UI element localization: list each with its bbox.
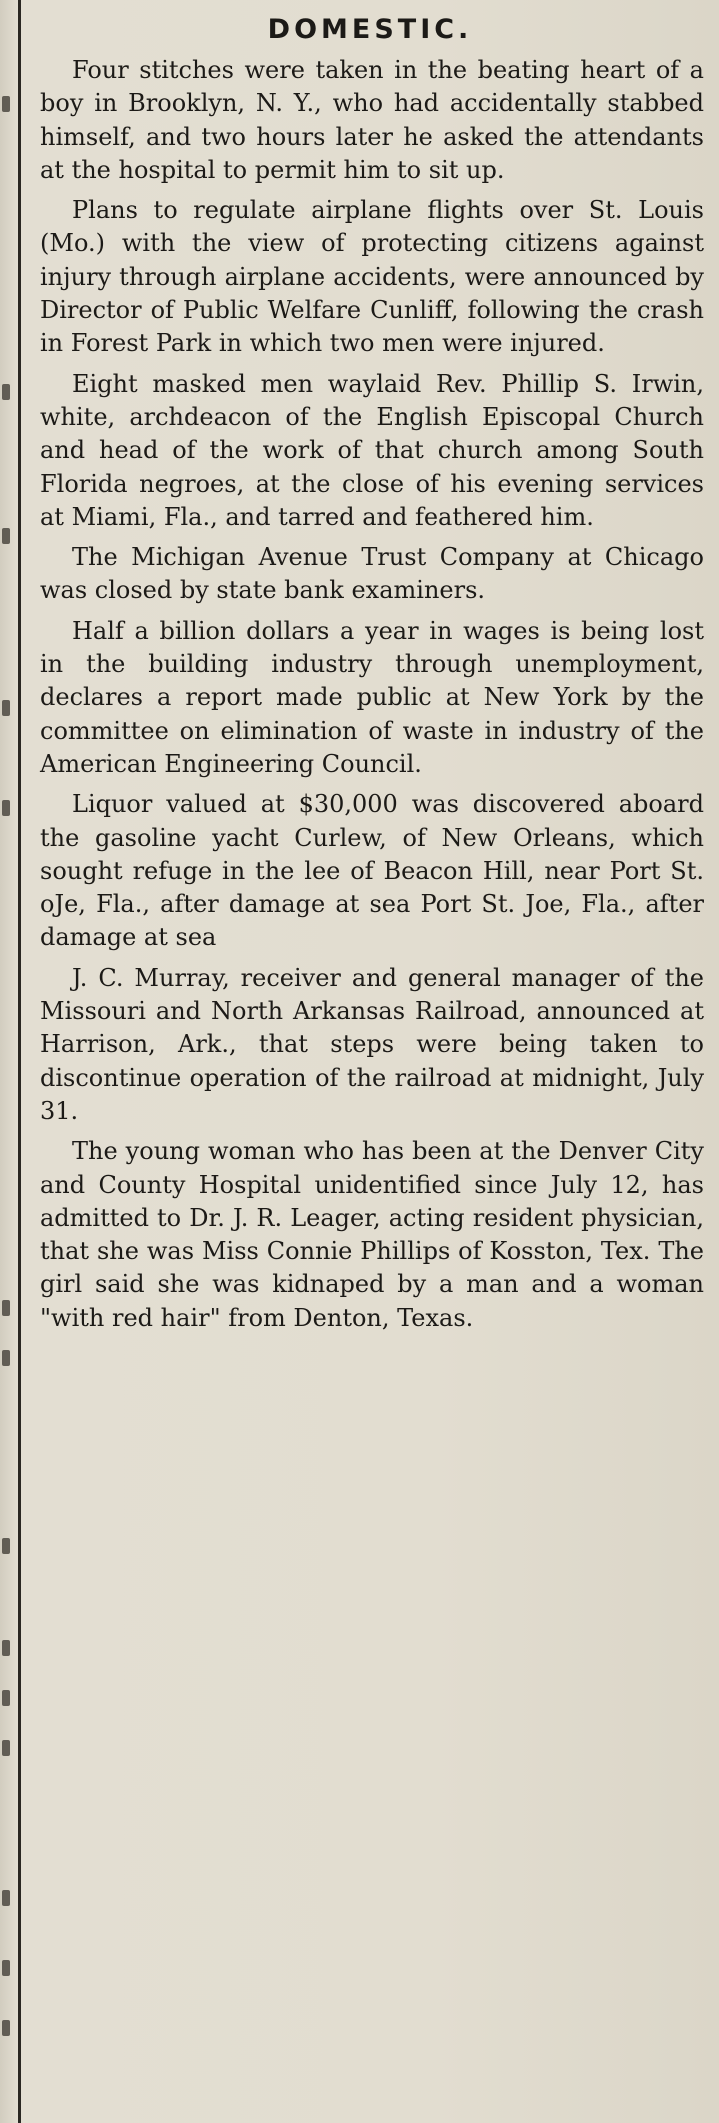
edge-mark	[2, 96, 10, 112]
paragraph-st-louis-airplanes: Plans to regulate airplane flights over St. Louis (Mo.) with the view of protecting citizens against injury through airplane accidents, were announced by Director of Public Welfare Cunliff, following the crash in Forest Park in which two men were injured.	[40, 196, 704, 358]
edge-mark	[2, 1640, 10, 1656]
paragraph-denver-woman: The young woman who has been at the Denver City and County Hospital unidentified since July 12, has admitted to Dr. J. R. Leager, acting resident physician, that she was Miss Connie Phillips of Kosston, Tex. The girl said she was kidnaped by a man and a woman "with red hair" from Denton, Texas.	[40, 1137, 704, 1332]
paragraph-liquor-yacht: Liquor valued at $30,000 was discovered aboard the gasoline yacht Curlew, of New Orleans, which sought refuge in the lee of Beacon Hill, near Port St. oJe, Fla., after damage at sea Port St. Joe, Fla., after damage at sea	[40, 790, 704, 952]
edge-mark	[2, 2020, 10, 2036]
edge-mark	[2, 800, 10, 816]
section-headline: DOMESTIC.	[267, 14, 473, 45]
edge-mark	[2, 1890, 10, 1906]
adjacent-column-edge	[0, 0, 16, 2123]
paragraph-railroad: J. C. Murray, receiver and general manager of the Missouri and North Arkansas Railroad, announced at Harrison, Ark., that steps were being taken to discontinue operation of the railroad at midnight, July 31.	[40, 963, 704, 1125]
edge-mark	[2, 1690, 10, 1706]
edge-mark	[2, 1350, 10, 1366]
edge-mark	[2, 528, 10, 544]
column-rule	[18, 0, 21, 2123]
paragraph-brooklyn-heart: Four stitches were taken in the beating heart of a boy in Brooklyn, N. Y., who had accidentally stabbed himself, and two hours later he asked the attendants at the hospital to permit him to sit up.	[40, 56, 704, 184]
edge-mark	[2, 1740, 10, 1756]
edge-mark	[2, 1538, 10, 1554]
article-body	[40, 54, 704, 1342]
edge-mark	[2, 384, 10, 400]
paragraph-building-wages: Half a billion dollars a year in wages is being lost in the building industry through unemployment, declares a report made public at New York by the committee on elimination of waste in industry of the American Engineering Council.	[40, 616, 704, 778]
edge-mark	[2, 1960, 10, 1976]
paragraph-miami-archdeacon: Eight masked men waylaid Rev. Phillip S. Irwin, white, archdeacon of the English Episcopal Church and head of the work of that church among South Florida negroes, at the close of his evening services at Miami, Fla., and tarred and feathered him.	[40, 369, 704, 531]
edge-mark	[2, 1300, 10, 1316]
paragraph-michigan-trust: The Michigan Avenue Trust Company at Chicago was closed by state bank examiners.	[40, 543, 704, 605]
edge-mark	[2, 700, 10, 716]
